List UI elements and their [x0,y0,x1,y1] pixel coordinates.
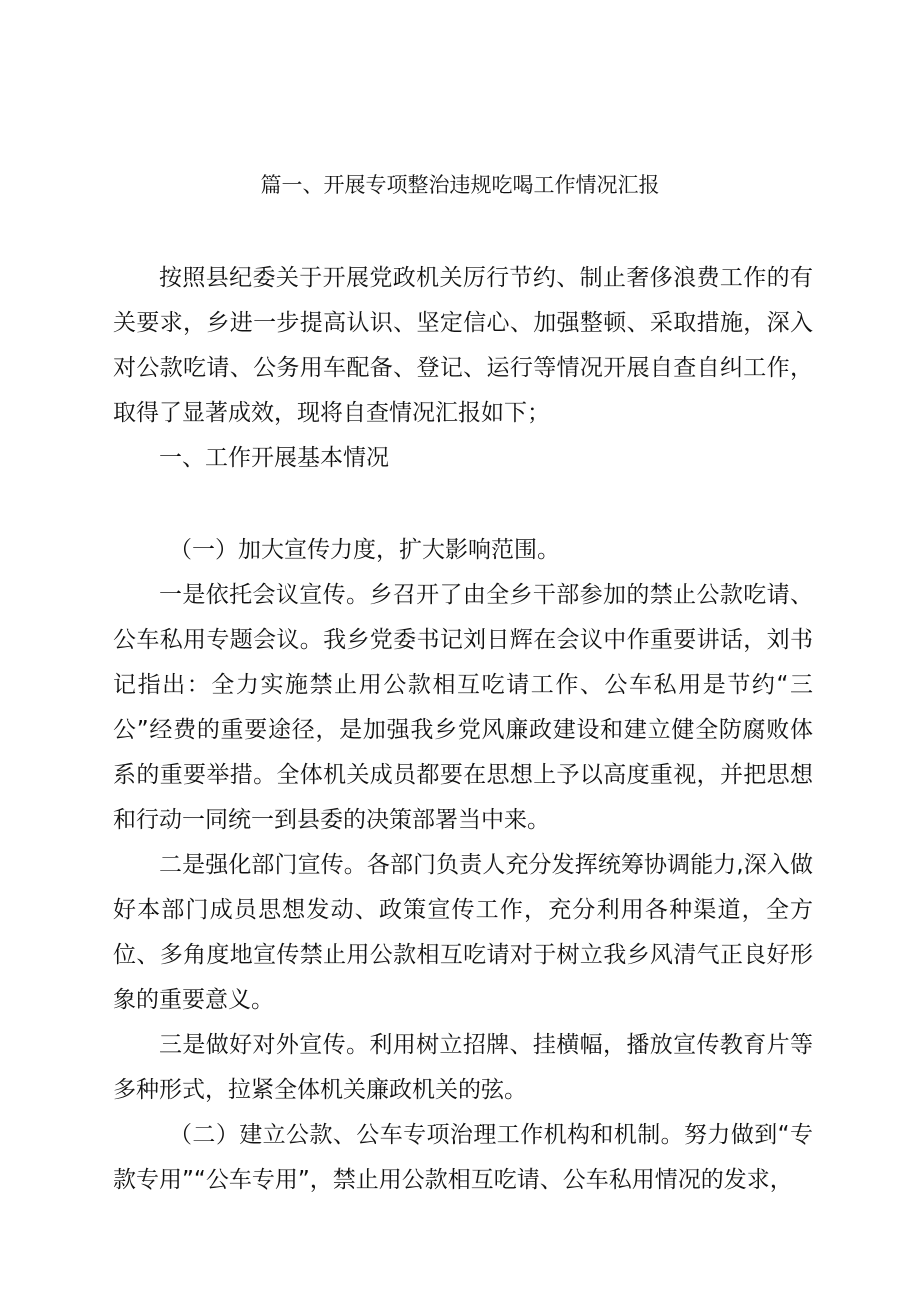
section-heading-1: 一、工作开展基本情况 [159,445,389,471]
paragraph-meeting-publicity: 一是依托会议宣传。乡召开了由全乡干部参加的禁止公款吃请、公车私用专题会议。我乡党委书记刘日辉在会议中作重要讲话，刘书记指出：全力实施禁止用公款相互吃请工作、公车私用是节约“三公”经费的重要途径，是加强我乡党风廉政建设和建立健全防腐败体系的重要举措。全体机关成员都要在思想上予以高度重视，并把思想和行动一同统一到县委的决策部署当中来。 [113,582,813,833]
intro-paragraph: 按照县纪委关于开展党政机关厉行节约、制止奢侈浪费工作的有关要求，乡进一步提高认识、坚定信心、加强整顿、采取措施，深入对公款吃请、公务用车配备、登记、运行等情况开展自查自纠工作，取得了显著成效，现将自查情况汇报如下； [113,265,813,426]
subsection-heading-1: （一）加大宣传力度，扩大影响范围。 [169,537,560,563]
paragraph-subsection-2: （二）建立公款、公车专项治理工作机构和机制。努力做到“专款专用”“公车专用”，禁止用公款相互吃请、公车私用情况的发求， [113,1122,813,1193]
paragraph-external-publicity: 三是做好对外宣传。利用树立招牌、挂横幅，播放宣传教育片等多种形式，拉紧全体机关廉政机关的弦。 [113,1032,813,1103]
document-title: 篇一、开展专项整治违规吃喝工作情况汇报 [260,173,660,197]
blank-line [113,481,813,528]
document-body [113,256,813,1203]
paragraph-department-publicity: 二是强化部门宣传。各部门负责人充分发挥统筹协调能力,深入做好本部门成员思想发动、政策宣传工作，充分利用各种渠道，全方位、多角度地宣传禁止用公款相互吃请对于树立我乡风清气正良好形象的重要意义。 [113,852,813,1013]
